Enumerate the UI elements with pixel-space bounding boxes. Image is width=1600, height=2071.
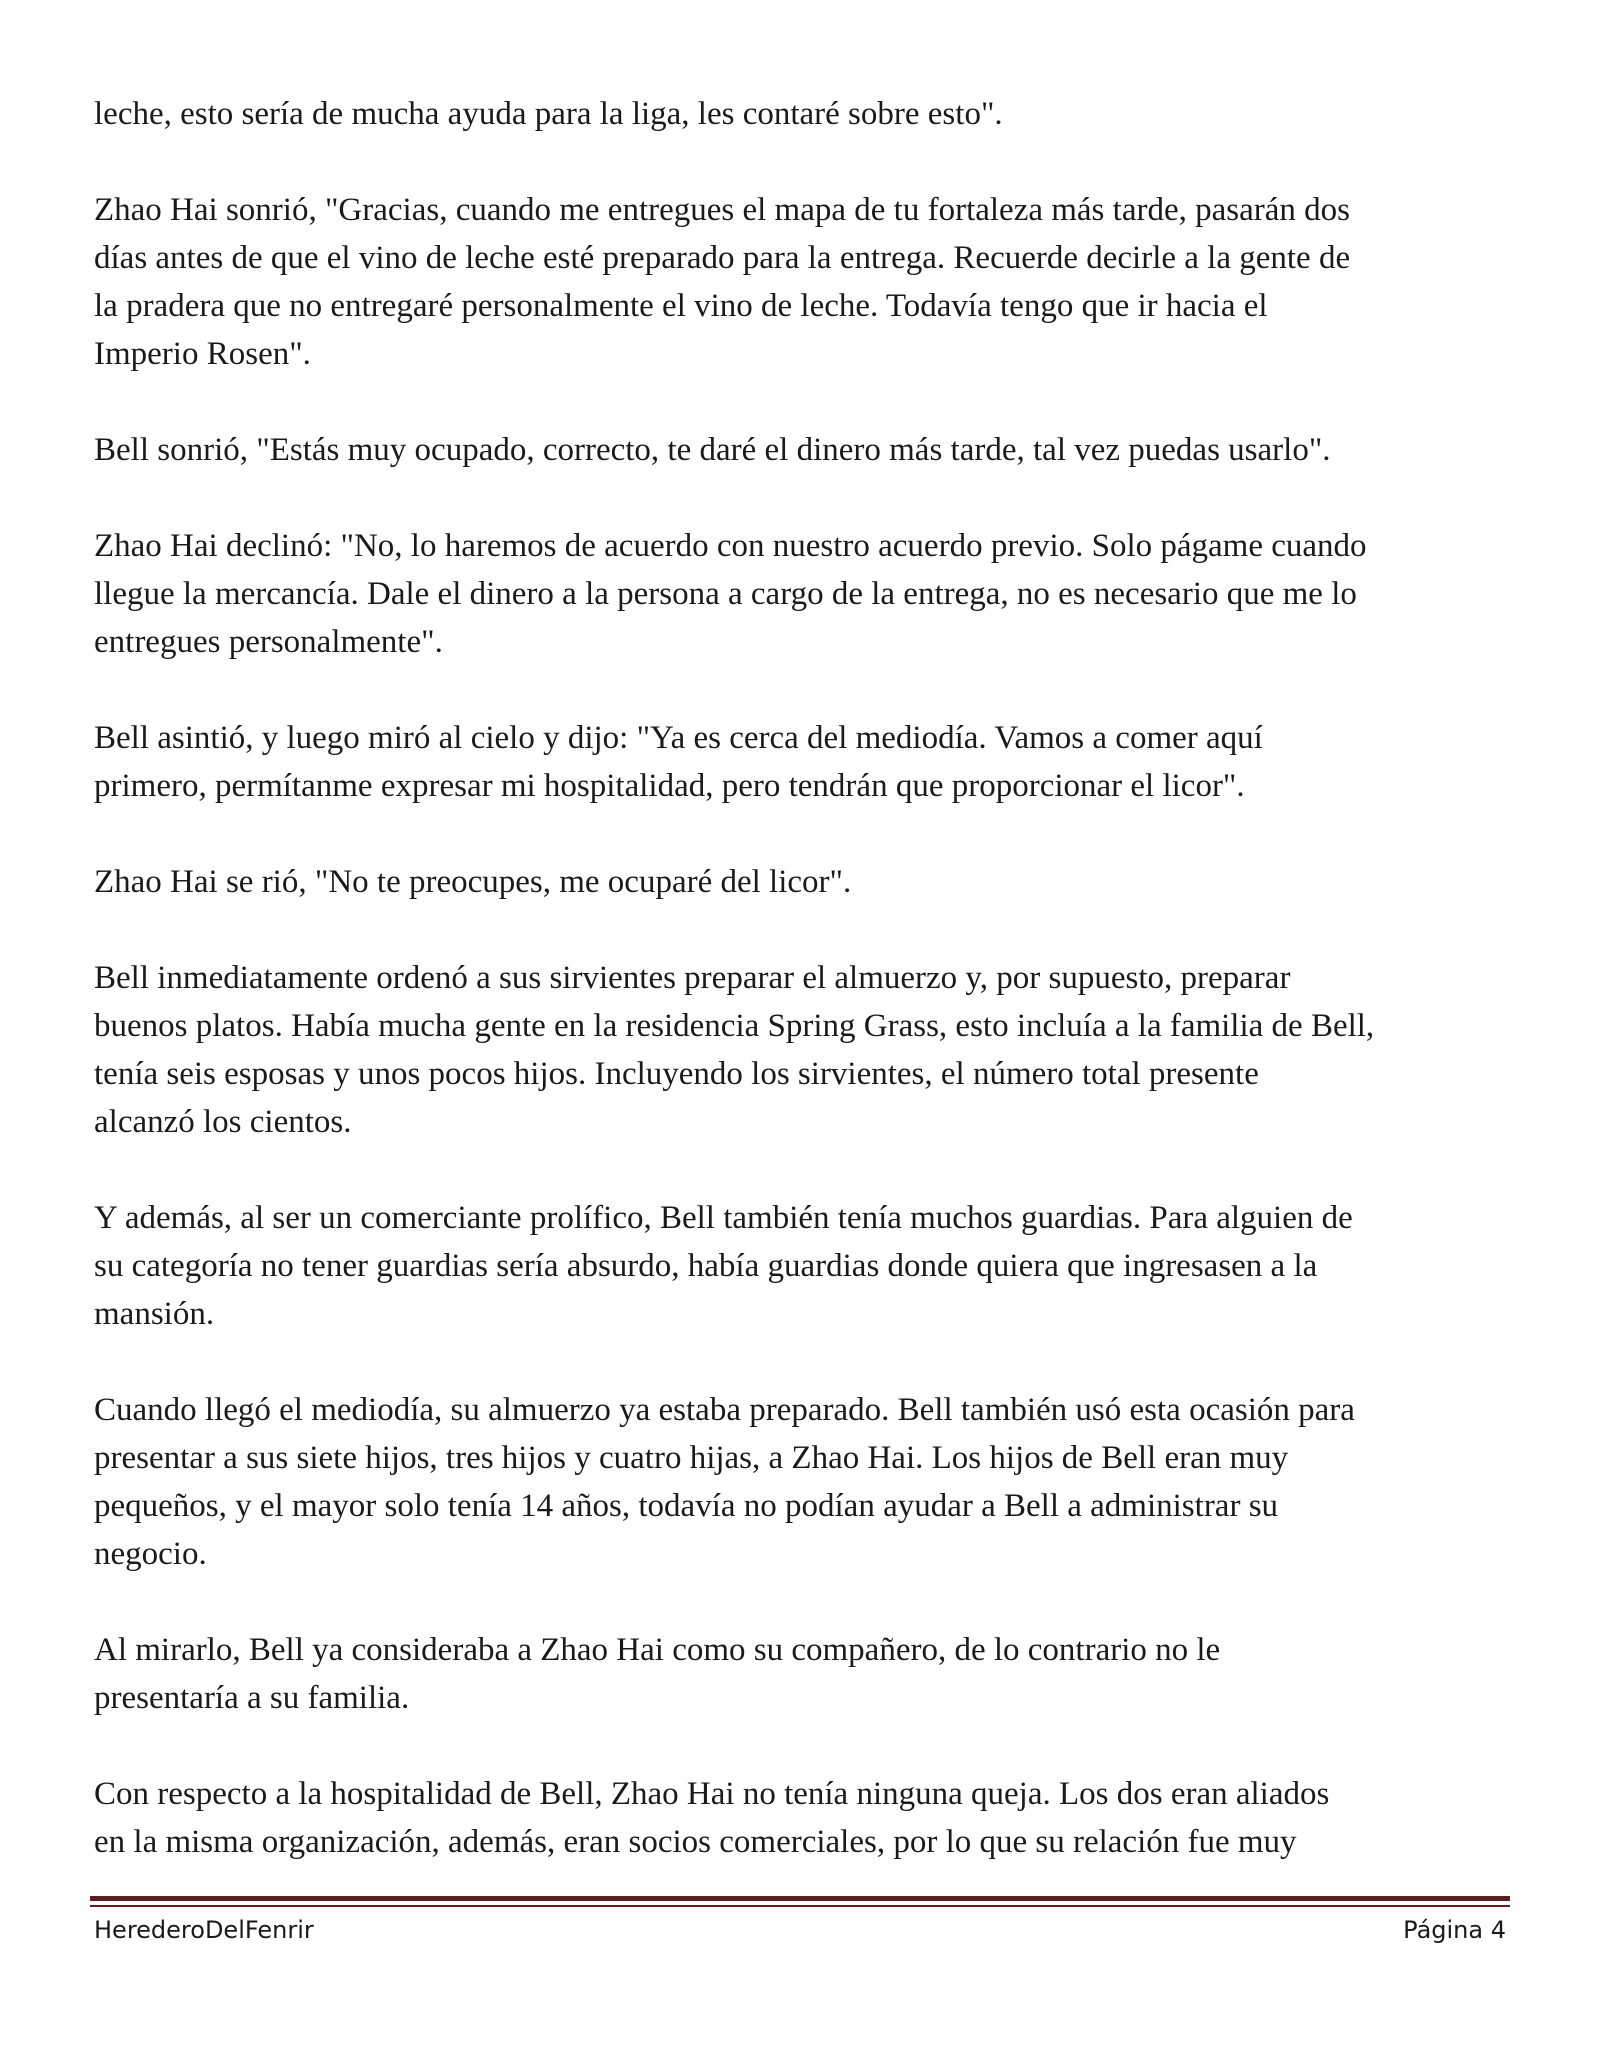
text-line: Y además, al ser un comerciante prolífico, Bell también tenía muchos guardias. Para alguien de [94,1200,1353,1236]
text-line: presentaría a su familia. [94,1680,410,1716]
text-line: en la misma organización, además, eran socios comerciales, por lo que su relación fue muy [94,1824,1297,1860]
paragraph [94,714,1524,810]
paragraph [94,426,1524,474]
text-line: llegue la mercancía. Dale el dinero a la persona a cargo de la entrega, no es necesario que me lo [94,576,1357,612]
text-line: su categoría no tener guardias sería absurdo, había guardias donde quiera que ingresasen a la [94,1248,1318,1284]
text-line: negocio. [94,1536,207,1572]
text-line: Bell asintió, y luego miró al cielo y dijo: "Ya es cerca del mediodía. Vamos a comer aquí [94,720,1263,756]
text-line: primero, permítanme expresar mi hospitalidad, pero tendrán que proporcionar el licor". [94,768,1245,804]
text-line: Bell sonrió, "Estás muy ocupado, correcto, te daré el dinero más tarde, tal vez puedas usarlo". [94,432,1331,468]
page-number: Página 4 [1403,1916,1506,1944]
paragraph [94,1194,1524,1338]
page-footer [94,1910,1506,1950]
paragraph [94,858,1524,906]
paragraph [94,1386,1524,1578]
footer-author: HerederoDelFenrir [94,1916,314,1944]
paragraph [94,954,1524,1146]
text-line: Bell inmediatamente ordenó a sus sirvientes preparar el almuerzo y, por supuesto, preparar [94,960,1291,996]
text-line: alcanzó los cientos. [94,1104,352,1140]
text-line: mansión. [94,1296,215,1332]
paragraph [94,186,1524,378]
paragraph [94,90,1524,138]
text-line: buenos platos. Había mucha gente en la residencia Spring Grass, esto incluía a la familia de Bell, [94,1008,1375,1044]
body-text [94,90,1524,1914]
text-line: Zhao Hai se rió, "No te preocupes, me ocuparé del licor". [94,864,852,900]
paragraph [94,1626,1524,1722]
text-line: días antes de que el vino de leche esté preparado para la entrega. Recuerde decirle a la gente de [94,240,1351,276]
footer-rule-thin [90,1905,1510,1907]
text-line: Al mirarlo, Bell ya consideraba a Zhao Hai como su compañero, de lo contrario no le [94,1632,1221,1668]
text-line: Zhao Hai declinó: "No, lo haremos de acuerdo con nuestro acuerdo previo. Solo págame cuando [94,528,1367,564]
text-line: leche, esto sería de mucha ayuda para la liga, les contaré sobre esto". [94,96,1003,132]
text-line: Zhao Hai sonrió, "Gracias, cuando me entregues el mapa de tu fortaleza más tarde, pasarán dos [94,192,1350,228]
text-line: presentar a sus siete hijos, tres hijos y cuatro hijas, a Zhao Hai. Los hijos de Bell eran muy [94,1440,1289,1476]
text-line: pequeños, y el mayor solo tenía 14 años, todavía no podían ayudar a Bell a administrar su [94,1488,1279,1524]
text-line: la pradera que no entregaré personalmente el vino de leche. Todavía tengo que ir hacia el [94,288,1268,324]
footer-rule [90,1896,1510,1901]
paragraph [94,522,1524,666]
text-line: Imperio Rosen". [94,336,311,372]
text-line: tenía seis esposas y unos pocos hijos. Incluyendo los sirvientes, el número total presente [94,1056,1259,1092]
text-line: Cuando llegó el mediodía, su almuerzo ya estaba preparado. Bell también usó esta ocasión para [94,1392,1355,1428]
paragraph [94,1770,1524,1866]
text-line: entregues personalmente". [94,624,443,660]
text-line: Con respecto a la hospitalidad de Bell, Zhao Hai no tenía ninguna queja. Los dos eran aliados [94,1776,1330,1812]
